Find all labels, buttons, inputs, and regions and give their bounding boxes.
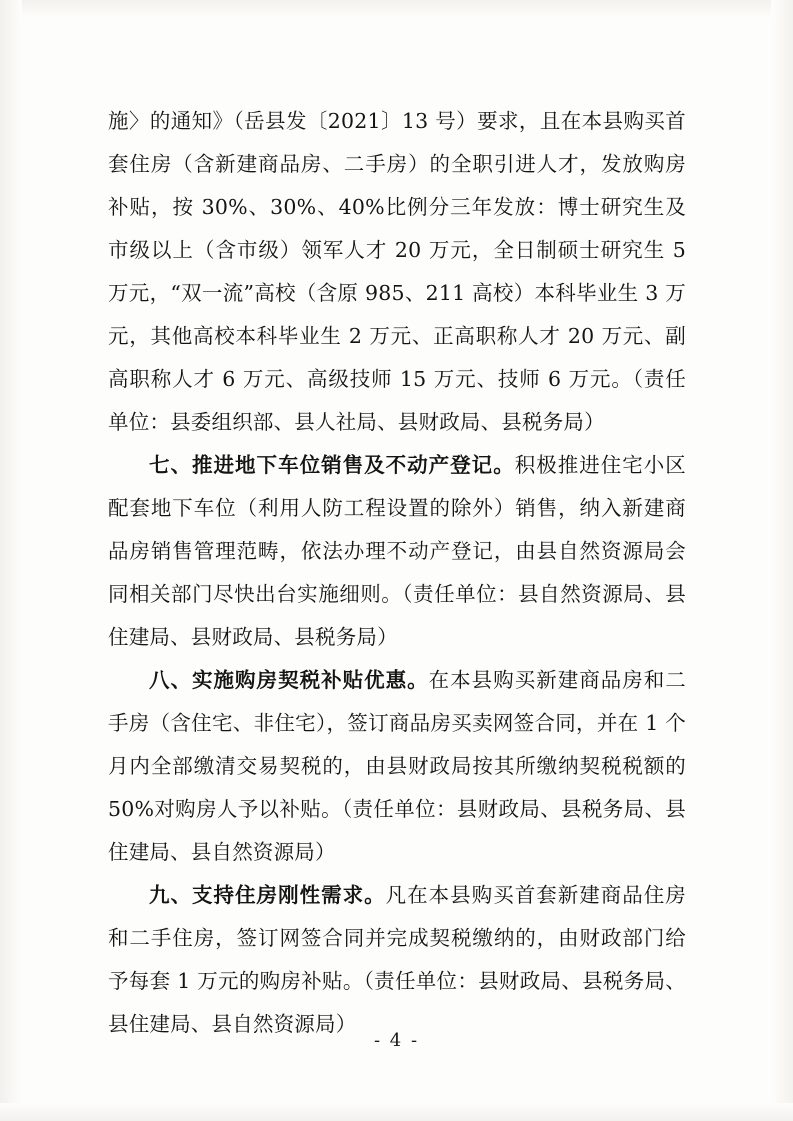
paragraph-continued-talent-subsidy: [108, 100, 686, 444]
paragraph-heading: 七、推进地下车位销售及不动产登记。: [149, 453, 515, 477]
paragraph-item-nine: [108, 874, 686, 1046]
paragraph-text: 凡在本县购买首套新建商品住房和二手住房，签订网签合同并完成契税缴纳的，由财政部门给予每套 1 万元的购房补贴。（责任单位：县财政局、县税务局、县住建局、县自然资源局）: [108, 883, 686, 1036]
paragraph-text: 在本县购买新建商品房和二手房（含住宅、非住宅），签订商品房买卖网签合同，并在 1 个月内全部缴清交易契税的，由县财政局按其所缴纳契税税额的 50%对购房人予以补贴。（责任单位：县财政局、县税务局、县住建局、县自然资源局）: [108, 668, 686, 864]
paragraph-item-seven: [108, 444, 686, 659]
document-body: [108, 100, 686, 1046]
page-edge-right: [771, 0, 793, 1121]
page-edge-left: [0, 0, 22, 1121]
paragraph-text: 积极推进住宅小区配套地下车位（利用人防工程设置的除外）销售，纳入新建商品房销售管理范畴，依法办理不动产登记，由县自然资源局会同相关部门尽快出台实施细则。（责任单位：县自然资源局、县住建局、县财政局、县税务局）: [108, 453, 686, 649]
page-number: - 4 -: [373, 1030, 420, 1051]
page-footer: [0, 1030, 793, 1051]
page-edge-top: [0, 0, 793, 18]
paragraph-item-eight: [108, 659, 686, 874]
paragraph-heading: 九、支持住房刚性需求。: [149, 883, 386, 907]
paragraph-text: 施〉的通知》（岳县发〔2021〕13 号）要求，且在本县购买首套住房（含新建商品房、二手房）的全职引进人才，发放购房补贴，按 30%、30%、40%比例分三年发放：博士研究生及市级以上（含市级）领军人才 20 万元，全日制硕士研究生 5 万元，“双一流”高校（含原 985、211 高校）本科毕业生 3 万元，其他高校本科毕业生 2 万元、正高职称人才 20 万元、副高职称人才 6 万元、高级技师 15 万元、技师 6 万元。（责任单位：县委组织部、县人社局、县财政局、县税务局）: [108, 109, 686, 434]
paragraph-heading: 八、实施购房契税补贴优惠。: [149, 668, 429, 692]
page-edge-bottom: [0, 1103, 793, 1121]
